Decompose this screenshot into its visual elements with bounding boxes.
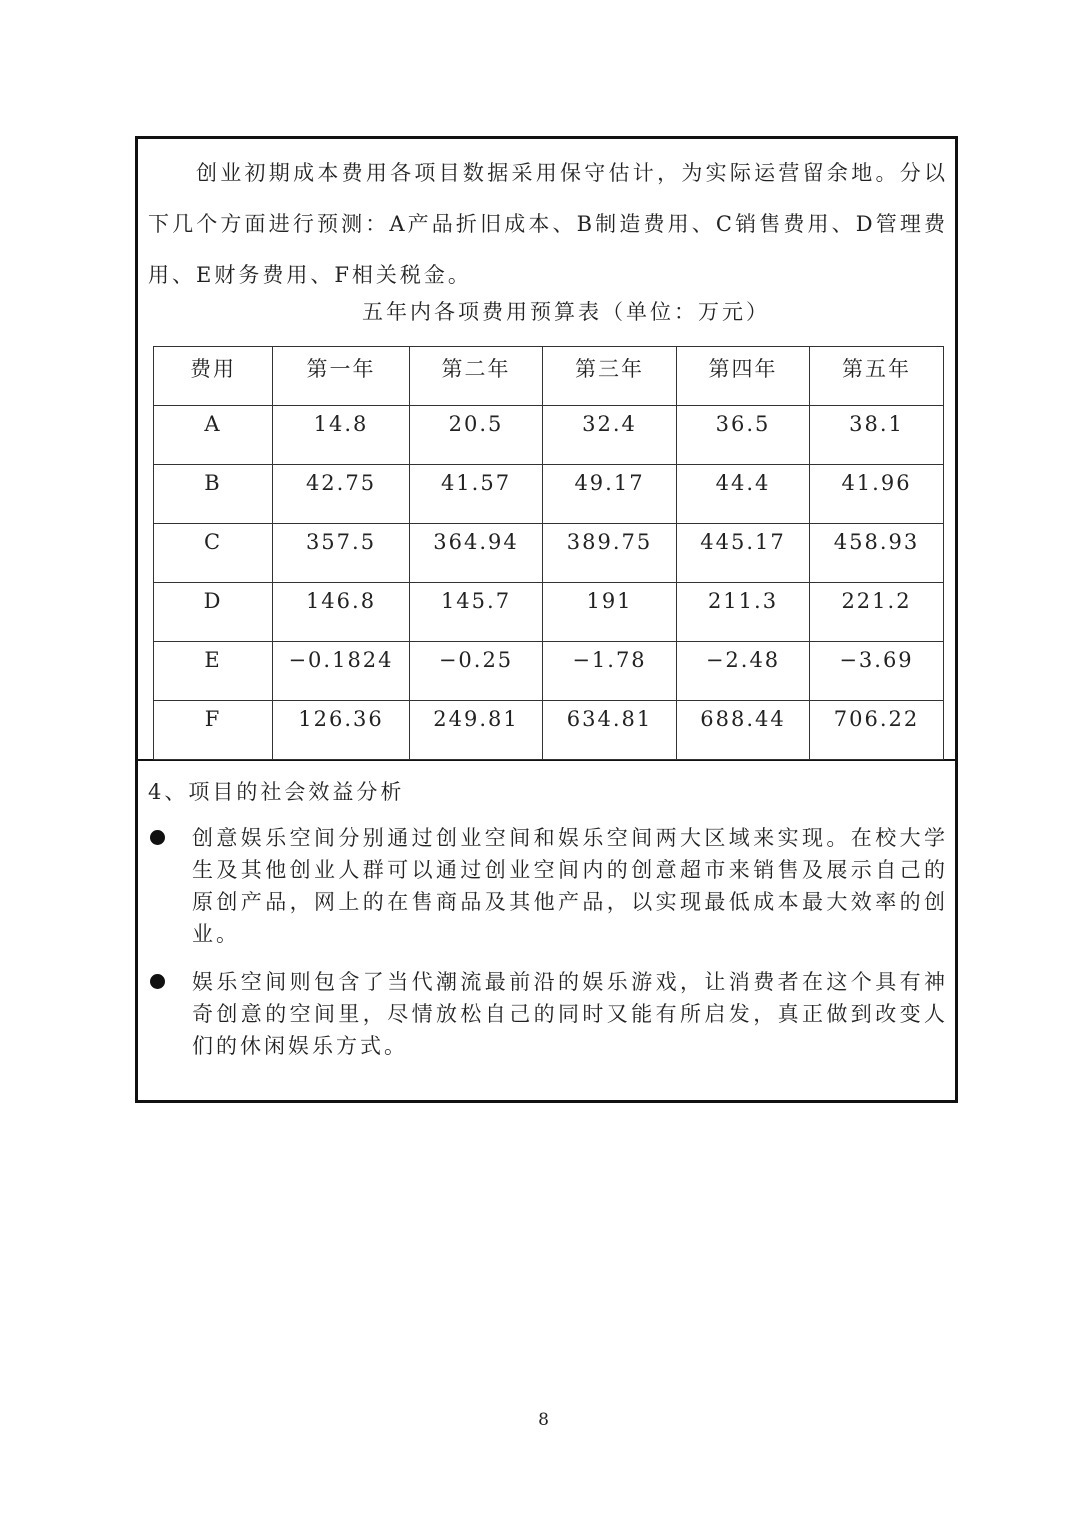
list-item xyxy=(148,966,948,1062)
table-row xyxy=(154,701,944,760)
table-cell: −1.78 xyxy=(543,642,677,701)
budget-table xyxy=(153,346,944,760)
table-cell: 706.22 xyxy=(810,701,944,760)
row-label: D xyxy=(154,583,273,642)
table-cell: 389.75 xyxy=(543,524,677,583)
list-item xyxy=(148,822,948,950)
table-row xyxy=(154,524,944,583)
table-row xyxy=(154,583,944,642)
table-cell: 364.94 xyxy=(410,524,543,583)
table-cell: 249.81 xyxy=(410,701,543,760)
table-cell: 41.57 xyxy=(410,465,543,524)
table-cell: 38.1 xyxy=(810,406,944,465)
table-cell: 191 xyxy=(543,583,677,642)
table-cell: 42.75 xyxy=(273,465,410,524)
table-cell: 145.7 xyxy=(410,583,543,642)
row-label: B xyxy=(154,465,273,524)
table-title: 五年内各项费用预算表（单位：万元） xyxy=(362,300,770,324)
table-row xyxy=(154,406,944,465)
table-cell: −2.48 xyxy=(677,642,810,701)
row-label: A xyxy=(154,406,273,465)
table-cell: 20.5 xyxy=(410,406,543,465)
table-cell: 44.4 xyxy=(677,465,810,524)
bullet-list xyxy=(148,822,948,1078)
table-row xyxy=(154,642,944,701)
header-cell: 第五年 xyxy=(810,347,944,406)
list-item-text: 创意娱乐空间分别通过创业空间和娱乐空间两大区域来实现。在校大学生及其他创业人群可以通过创业空间内的创意超市来销售及展示自己的原创产品，网上的在售商品及其他产品，以实现最低成本最大效率的创业。 xyxy=(192,826,948,946)
bullet-icon xyxy=(150,974,165,989)
table-cell: −0.25 xyxy=(410,642,543,701)
table-cell: 688.44 xyxy=(677,701,810,760)
intro-paragraph: 创业初期成本费用各项目数据采用保守估计，为实际运营留余地。分以下几个方面进行预测：A产品折旧成本、B制造费用、C销售费用、D管理费用、E财务费用、F相关税金。 xyxy=(148,161,948,287)
table-cell: 221.2 xyxy=(810,583,944,642)
table-cell: 146.8 xyxy=(273,583,410,642)
table-cell: 14.8 xyxy=(273,406,410,465)
table-cell: 357.5 xyxy=(273,524,410,583)
table-cell: 126.36 xyxy=(273,701,410,760)
header-cell: 费用 xyxy=(154,347,273,406)
bullet-icon xyxy=(150,830,165,845)
section-title: 4、项目的社会效益分析 xyxy=(148,780,405,804)
header-cell: 第二年 xyxy=(410,347,543,406)
table-cell: 36.5 xyxy=(677,406,810,465)
table-cell: 445.17 xyxy=(677,524,810,583)
row-label: F xyxy=(154,701,273,760)
row-label: E xyxy=(154,642,273,701)
table-cell: −0.1824 xyxy=(273,642,410,701)
table-cell: 49.17 xyxy=(543,465,677,524)
table-cell: 634.81 xyxy=(543,701,677,760)
table-cell: 41.96 xyxy=(810,465,944,524)
table-row xyxy=(154,465,944,524)
row-label: C xyxy=(154,524,273,583)
table-cell: 458.93 xyxy=(810,524,944,583)
table-header-row xyxy=(154,347,944,406)
table-cell: −3.69 xyxy=(810,642,944,701)
header-cell: 第三年 xyxy=(543,347,677,406)
header-cell: 第一年 xyxy=(273,347,410,406)
table-cell: 32.4 xyxy=(543,406,677,465)
list-item-text: 娱乐空间则包含了当代潮流最前沿的娱乐游戏，让消费者在这个具有神奇创意的空间里，尽情放松自己的同时又能有所启发，真正做到改变人们的休闲娱乐方式。 xyxy=(192,970,948,1058)
page-number: 8 xyxy=(538,1410,549,1430)
header-cell: 第四年 xyxy=(677,347,810,406)
table-cell: 211.3 xyxy=(677,583,810,642)
